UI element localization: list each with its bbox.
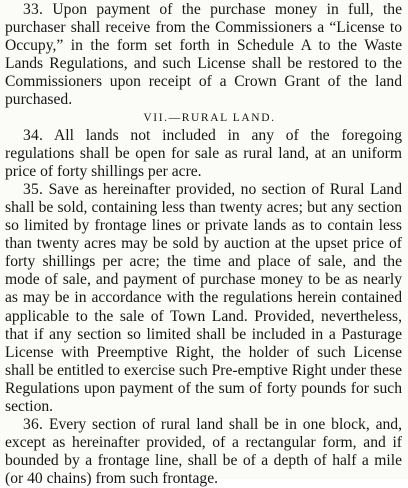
section-heading: VII.—RURAL LAND.: [143, 111, 276, 124]
paragraph-text: All lands not included in any of the foregoing regulations shall be open for sale as rural land, at an uniform price of forty shillings per acre.: [5, 126, 402, 180]
paragraph-text: Upon payment of the purchase money in full, the purchaser shall receive from the Commissioners a “License to Occupy,” in the form set forth in Schedule A to the Waste Lands Regulations, and such License shall be restored to the Commissioners upon receipt of a Crown Grant of the land purchased.: [5, 1, 402, 109]
paragraph-33: [5, 1, 402, 110]
paragraph-text: Every section of rural land shall be in one block, and, except as hereinafter provided, of a rectangular form, and if bounded by a frontage line, shall be of a depth of half a mile (or 40 chains) from such frontage.: [5, 416, 402, 488]
paragraph-number: 33.: [23, 1, 44, 18]
paragraph-number: 34.: [23, 126, 44, 144]
paragraph-text: Save as hereinafter provided, no section of Rural Land shall be sold, containing less than twenty acres; but any section so limited by frontage lines or private lands as to contain less than twenty acres may be sold by auction at the upset price of forty shillings per acre; the time and place of sale, and the mode of sale, and payment of purchase money to be as nearly as may be in accordance with the regulations herein contained applicable to the sale of Town Land. Provided, nevertheless, that if any section so limited shall be included in a Pasturage License with Preemptive Right, the holder of such License shall be entitled to exercise such Pre-emptive Right under these Regulations upon payment of the sum of forty pounds for such section.: [5, 180, 402, 415]
paragraph-36: [5, 416, 402, 488]
paragraph-number: 36.: [23, 416, 44, 434]
paragraph-35: [5, 181, 402, 416]
paragraph-34: [5, 127, 402, 181]
paragraph-number: 35.: [23, 180, 44, 198]
